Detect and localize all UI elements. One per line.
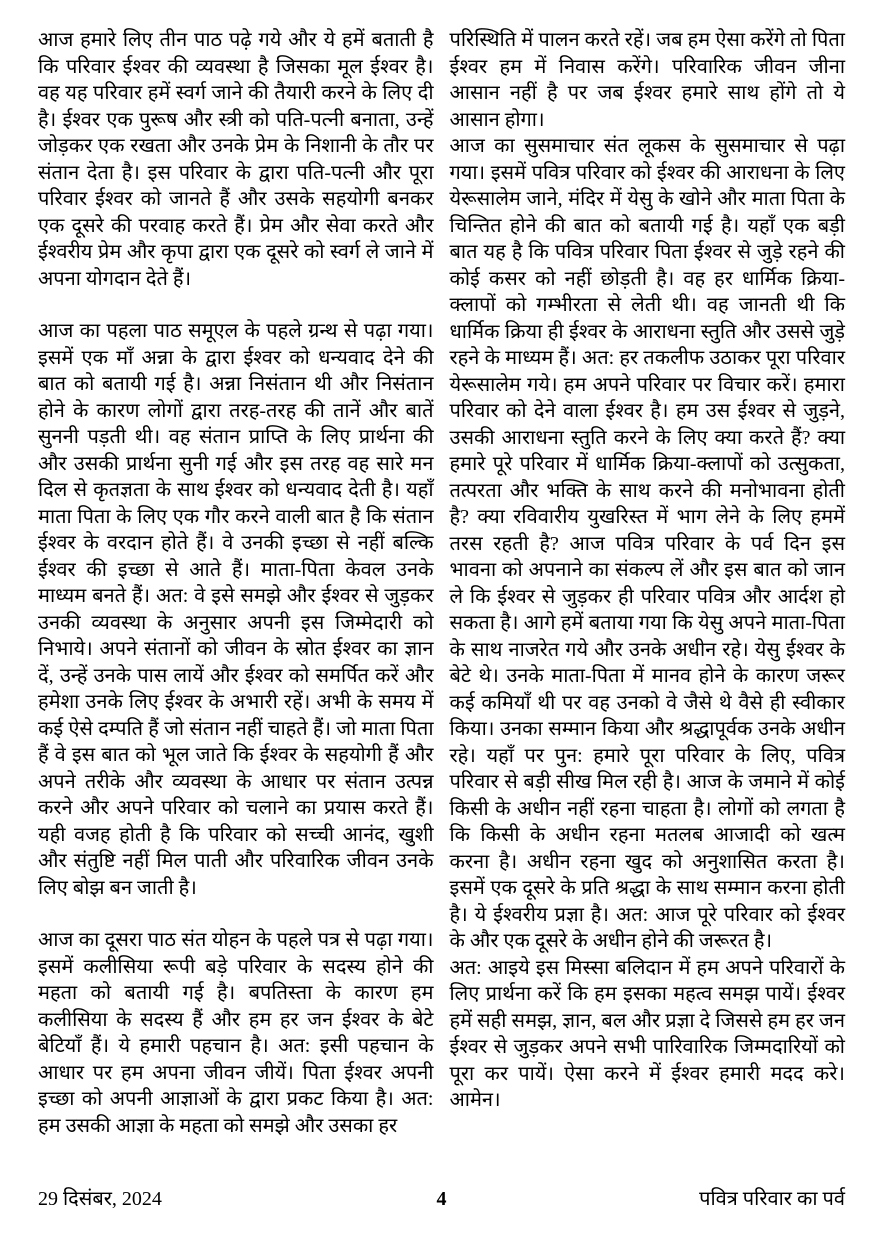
paragraph-conclusion-prayer: अत: आइये इस मिस्सा बलिदान में हम अपने परिवारों के लिए प्रार्थना करें कि हम इसका महत्व समझ पायें। ईश्वर हमें सही समझ, ज्ञान, बल और प्रज्ञा दे जिससे हम हर जन ईश्वर से जुड़कर अपने सभी पारिवारिक जिम्मदारियों को पूरा कर पायें। ऐसा करने में ईश्वर हमारी मदद करे। आमेन।	[449, 956, 845, 1111]
footer-page-number: 4	[436, 1188, 447, 1210]
paragraph-first-reading: आज का पहला पाठ समूएल के पहले ग्रन्थ से पढ़ा गया। इसमें एक माँ अन्ना के द्वारा ईश्वर को धन्यवाद देने की बात को बतायी गई है। अन्ना निसंतान थी और निसंतान होने के कारण लोगों द्वारा तरह-तरह की तानें और बातें सुननी पड़ती थी। वह संतान प्राप्ति के लिए प्रार्थना की और उसकी प्रार्थना सुनी गई और इस तरह वह सारे मन दिल से कृतज्ञता के साथ ईश्वर को धन्यवाद देती है। यहाँ माता पिता के लिए एक गौर करने वाली बात है कि संतान ईश्वर के वरदान होते हैं। वे उनकी इच्छा से नहीं बल्कि ईश्वर की इच्छा से आते हैं। माता-पिता केवल उनके माध्यम बनते हैं। अत: वे इसे समझे और ईश्वर से जुड़कर उनकी व्यवस्था के अनुसार अपनी इस जिम्मेदारी को निभाये। अपने संतानों को जीवन के स्रोत ईश्वर का ज्ञान दें, उन्हें उनके पास लायें और ईश्वर को समर्पित करें और हमेशा उनके लिए ईश्वर के अभारी रहें। अभी के समय में कई ऐसे दम्पति हैं जो संतान नहीं चाहते हैं। जो माता पिता हैं वे इस बात को भूल जाते कि ईश्वर के सहयोगी हैं और अपने तरीके और व्यवस्था के आधार पर संतान उत्पन्न करने और अपने परिवार को चलाने का प्रयास करते हैं। यही वजह होती है कि परिवार को सच्ची आनंद, खुशी और संतुष्टि नहीं मिल पाती और परिवारिक जीवन उनके लिए बोझ बन जाती है।	[38, 320, 434, 899]
paragraph-gospel-reflection: आज का सुसमाचार संत लूकस के सुसमाचार से पढ़ा गया। इसमें पवित्र परिवार को ईश्वर की आराधना के लिए येरूसालेम जाने, मंदिर में येसु के खोने और माता पिता के चिन्तित होने की बात को बतायी गई है। यहाँ एक बड़ी बात यह है कि पवित्र परिवार पिता ईश्वर से जुड़े रहने की कोई कसर को नहीं छोड़ती है। वह हर धार्मिक क्रिया-क्लापों को गम्भीरता से लेती थी। वह जानती थी कि धार्मिक क्रिया ही ईश्वर के आराधना स्तुति और उससे जुड़े रहने के माध्यम हैं। अत: हर तकलीफ उठाकर पूरा परिवार येरूसालेम गये। हम अपने परिवार पर विचार करें। हमारा परिवार को देने वाला ईश्वर है। हम उस ईश्वर से जुड़ने, उसकी आराधना स्तुति करने के लिए क्या करते हैं? क्या हमारे पूरे परिवार में धार्मिक क्रिया-क्लापों को उत्सुकता, तत्परता और भक्ति के साथ करने की मनोभावना होती है? क्या रविवारीय युखरिस्त में भाग लेने के लिए हममें तरस रहती है? आज पवित्र परिवार के पर्व दिन इस भावना को अपनाने का संकल्प लें और इस बात को जान ले कि ईश्वर से जुड़कर ही परिवार पवित्र और आर्दश हो सकता है। आगे हमें बताया गया कि येसु अपने माता-पिता के साथ नाजरेत गये और उनके अधीन रहे। येसु ईश्वर के बेटे थे। उनके माता-पिता में मानव होने के कारण जरूर कई कमियाँ थी पर वह उनको वे जैसे थे वैसे ही स्वीकार किया। उनका सम्मान किया और श्रद्धापूर्वक उनके अधीन रहे। यहाँ पर पुन: हमारे पूरा परिवार के लिए, पवित्र परिवार से बड़ी सीख मिल रही है। आज के जमाने में कोई किसी के अधीन नहीं रहना चाहता है। लोगों को लगता है कि किसी के अधीन रहना मतलब आजादी को खत्म करना है। अधीन रहना खुद को अनुशासित करता है। इसमें एक दूसरे के प्रति श्रद्धा के साथ सम्मान करना होती है। ये ईश्वरीय प्रज्ञा है। अत: आज पूरे परिवार को ईश्वर के और एक दूसरे के अधीन होने की जरूरत है।	[449, 135, 845, 952]
paragraph-second-reading-continued: परिस्थिति में पालन करते रहें। जब हम ऐसा करेंगे तो पिता ईश्वर हम में निवास करेंगे। परिवारिक जीवन जीना आसान नहीं है पर जब ईश्वर हमारे साथ होंगे तो ये आसान होगा।	[449, 29, 845, 131]
footer-date: 29 दिसंबर, 2024	[38, 1188, 162, 1210]
text-column-right	[450, 27, 846, 1139]
footer-title: पवित्र परिवार का पर्व	[699, 1188, 845, 1210]
paragraph-introduction: आज हमारे लिए तीन पाठ पढ़े गये और ये हमें बताती है कि परिवार ईश्वर की व्यवस्था है जिसका मूल ईश्वर है। वह यह परिवार हमें स्वर्ग जाने की तैयारी करने के लिए दी है। ईश्वर एक पुरूष और स्त्री को पति-पत्नी बनाता, उन्हें जोड़कर एक रखता और उनके प्रेम के निशानी के तौर पर संतान देता है। इस परिवार के द्वारा पति-पत्नी और पूरा परिवार ईश्वर को जानते हैं और उसके सहयोगी बनकर एक दूसरे की परवाह करते हैं। प्रेम और सेवा करते और ईश्वरीय प्रेम और कृपा द्वारा एक दूसरे को स्वर्ग ले जाने में अपना योगदान देते हैं।	[38, 29, 434, 290]
two-column-text-body	[38, 27, 845, 1139]
page-footer	[38, 1186, 845, 1212]
text-column-left	[38, 27, 434, 1139]
paragraph-second-reading: आज का दूसरा पाठ संत योहन के पहले पत्र से पढ़ा गया। इसमें कलीसिया रूपी बड़े परिवार के सदस्य होने की महता को बतायी गई है। बपतिस्ता के कारण हम कलीसिया के सदस्य हैं और हम हर जन ईश्वर के बेटे बेटियाँ हैं। ये हमारी पहचान है। अत: इसी पहचान के आधार पर हम अपना जीवन जीयें। पिता ईश्वर अपनी इच्छा को अपनी आज्ञाओं के द्वारा प्रकट किया है। अत: हम उसकी आज्ञा के महता को समझे और उसका हर	[38, 929, 434, 1137]
